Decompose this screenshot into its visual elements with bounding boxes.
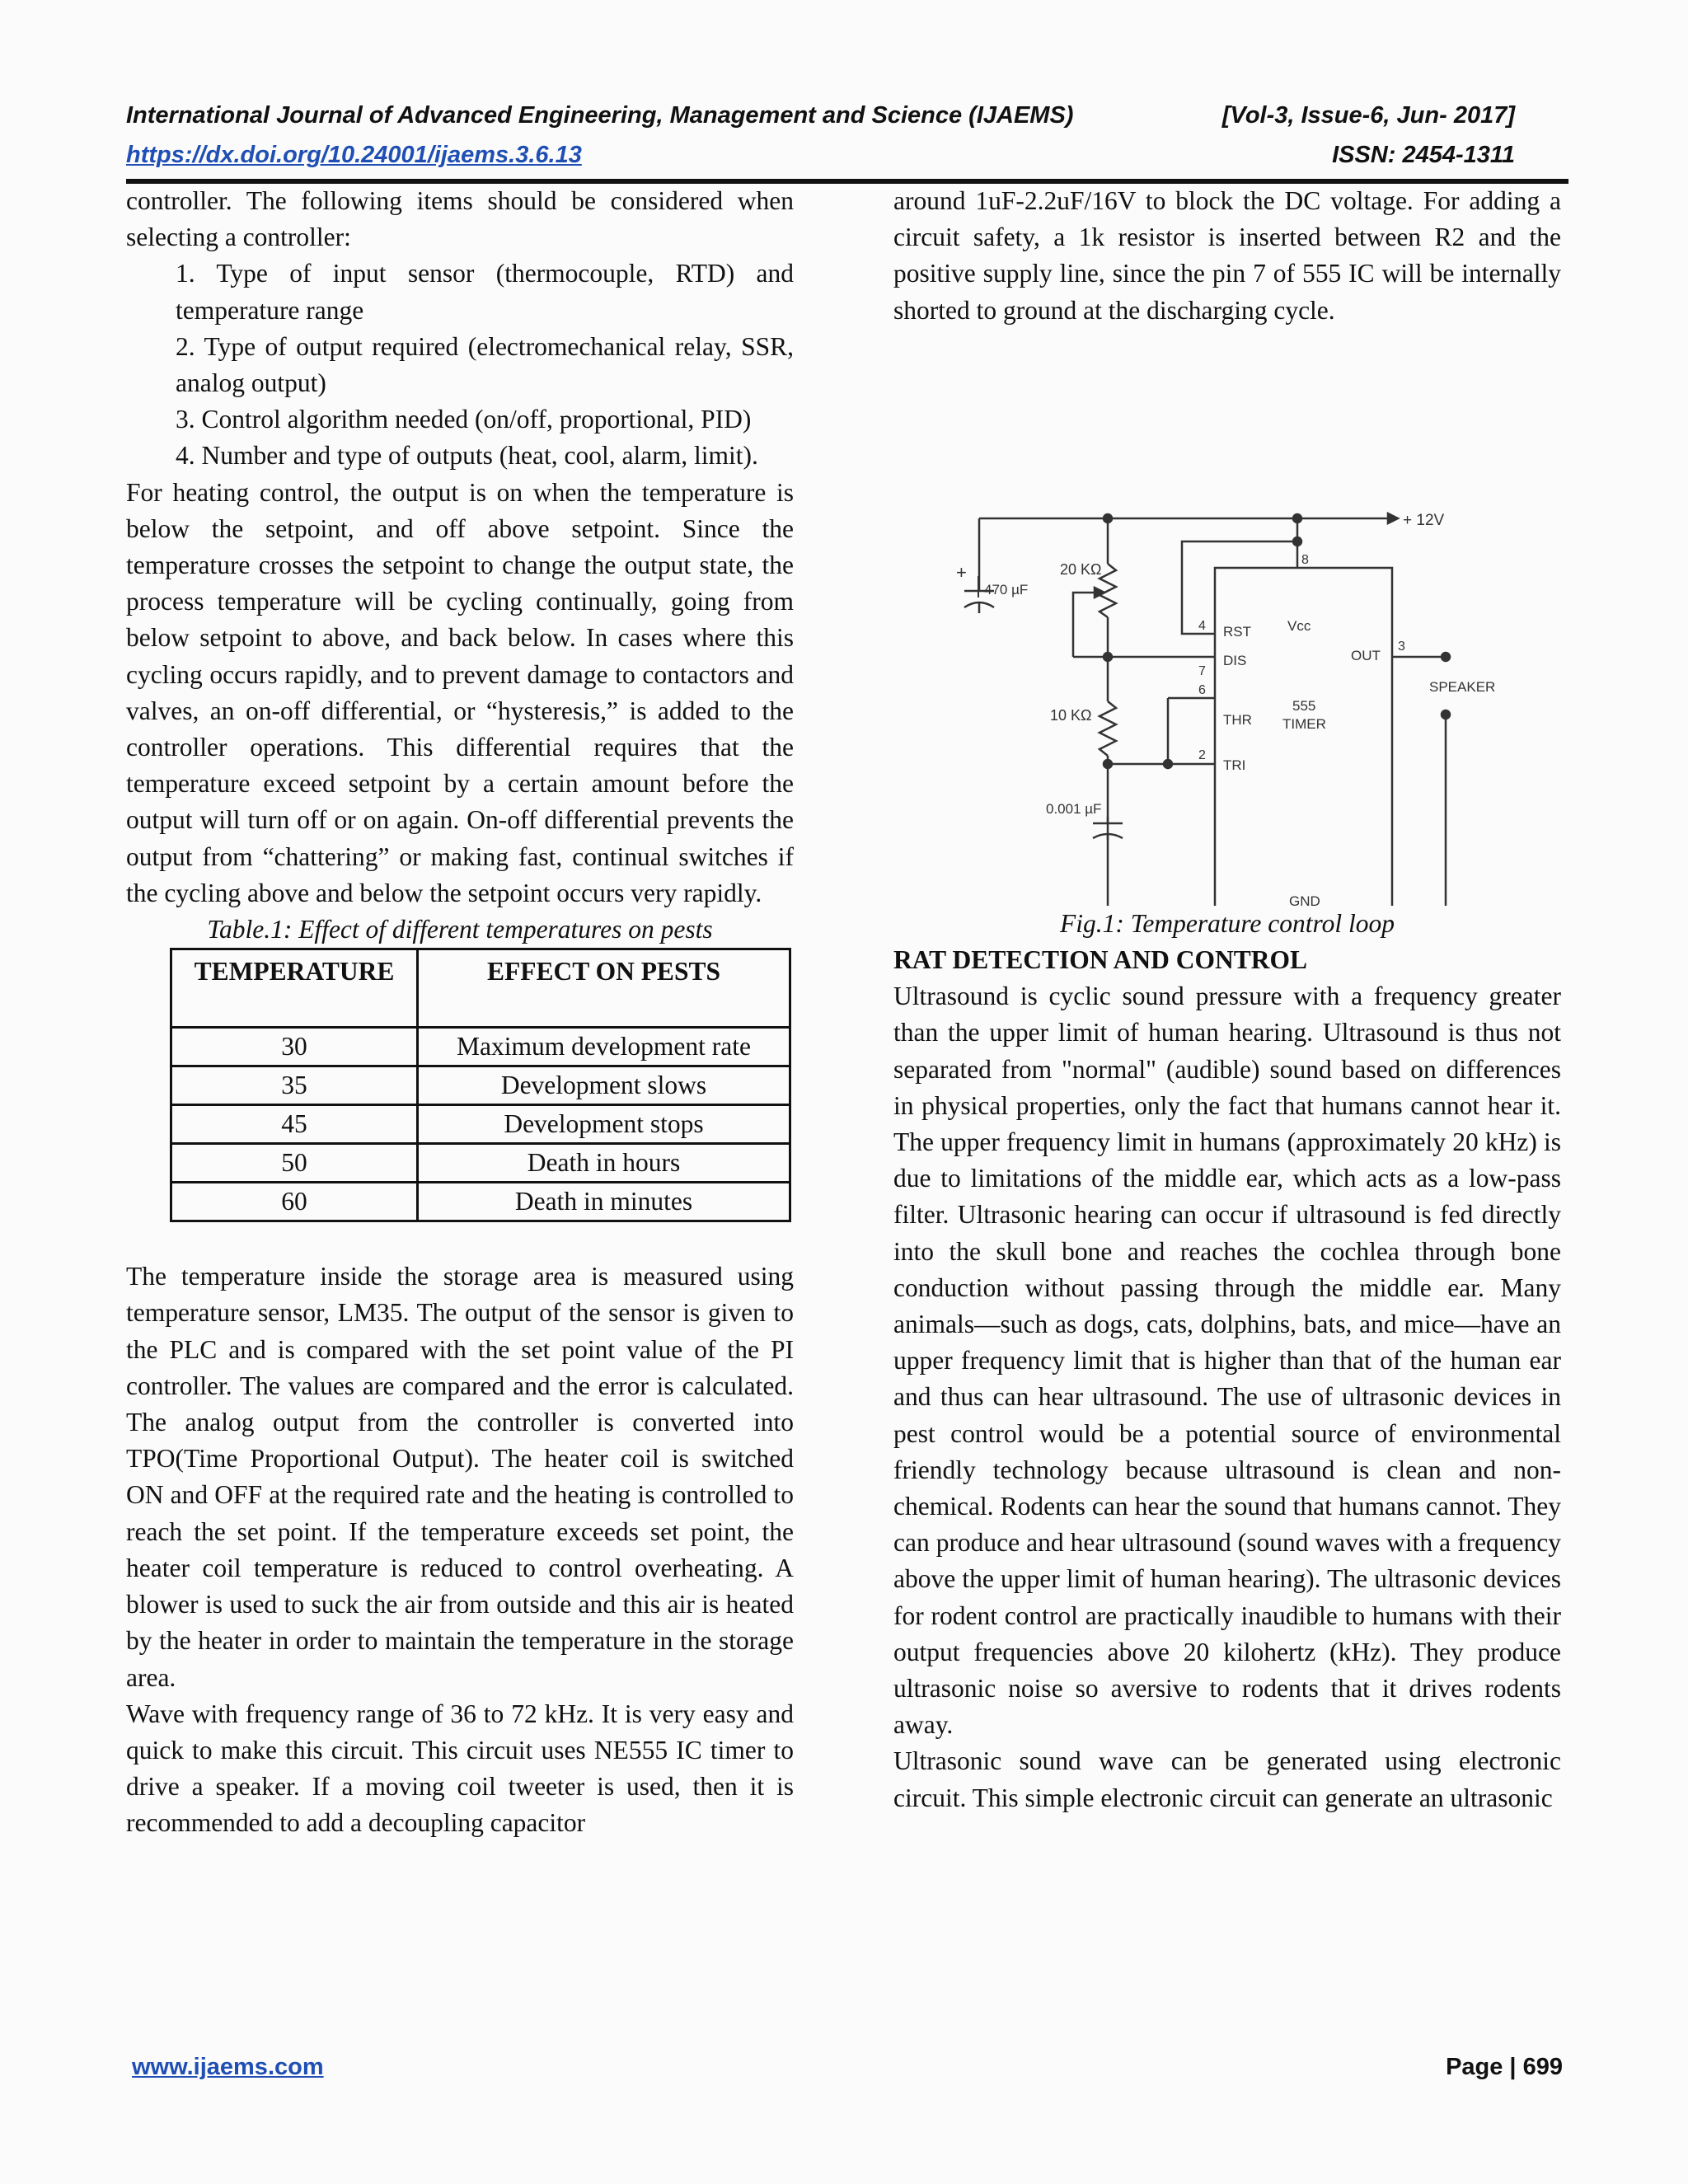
controller-criteria-list	[126, 255, 794, 474]
table-cell: Death in minutes	[418, 1183, 790, 1221]
ic-tri: TRI	[1223, 757, 1246, 773]
table-cell: Development slows	[418, 1066, 790, 1105]
supply-arrow-head	[1388, 513, 1398, 523]
table-cell: Death in hours	[418, 1144, 790, 1183]
list-item: 2. Type of output required (electromechanical relay, SSR, analog output)	[176, 331, 794, 398]
table-cell: Development stops	[418, 1105, 790, 1144]
list-item: 1. Type of input sensor (thermocouple, RTD) and temperature range	[176, 259, 794, 325]
issn: ISSN: 2454-1311	[1332, 142, 1515, 168]
table-caption: Table.1: Effect of different temperatures on pests	[207, 915, 713, 944]
footer-website-link[interactable]: www.ijaems.com	[132, 2054, 324, 2080]
circuit-diagram	[893, 329, 1561, 906]
sensor-paragraph: The temperature inside the storage area is measured using temperature sensor, LM35. The output of the sensor is given to the PLC and is compared with the set point value of the PI controller. The values are compared and the error is calculated. The analog output from the controller is converted into TPO(Time Proportional Output). The heater coil is switched ON and OFF at the required rate and the heating is controlled to reach the set point. If the temperature exceeds set point, the heater coil temperature is reduced to control overheating. A blower is used to suck the air from outside and this air is heated by the heater in order to maintain the temperature in the storage area.	[126, 1262, 794, 1692]
speaker-label: SPEAKER	[1429, 678, 1496, 695]
hysteresis-paragraph: For heating control, the output is on when the temperature is below the setpoint, and off above setpoint. Since the temperature crosses the setpoint to change the output state, the process temperature will be cycling continually, going from below setpoint to above, and back below. In cases where this cycling occurs rapidly, and to prevent damage to contactors and valves, an on-off differential, or “hysteresis,” is added to the controller operations. This differential requires that the temperature exceed setpoint by a certain amount before the output will turn off or on again. On-off differential prevents the output from “chattering” or making fast, continual switches if the cycling above and below the setpoint occurs very rapidly.	[126, 477, 794, 907]
ultrasound-paragraph: Ultrasound is cyclic sound pressure with a frequency greater than the upper limit of human hearing. Ultrasound is thus not separated from "normal" (audible) sound based on differences in physical properties, only the fact that humans cannot hear it. The upper frequency limit in humans (approximately 20 kHz) is due to limitations of the middle ear, which acts as a low-pass filter. Ultrasonic hearing can occur if ultrasound is fed directly into the skull bone and reaches the cochlea through bone conduction without passing through the middle ear. Many animals—such as dogs, cats, dolphins, bats, and mice—have an upper frequency limit that is higher than that of the human ear and thus can hear ultrasound. The use of ultrasonic devices in pest control would be a potential source of environmental friendly technology because ultrasound is clean and non-chemical. Rodents can hear the sound that humans cannot. They can produce and hear ultrasound (sound waves with a frequency above the upper limit of human hearing). The ultrasonic devices for rodent control are practically inaudible to humans with their output frequencies above 20 kilohertz (kHz). They produce ultrasonic noise so aversive to rodents that it drives rodents away.	[893, 982, 1561, 1740]
journal-title: International Journal of Advanced Engineering, Management and Science (IJAEMS)	[126, 102, 1074, 129]
r1-label: 20 KΩ	[1060, 560, 1102, 578]
table-row	[171, 1144, 790, 1183]
ic-rst: RST	[1223, 623, 1251, 640]
doi-link[interactable]: https://dx.doi.org/10.24001/ijaems.3.6.13	[126, 142, 582, 168]
ic-out: OUT	[1351, 647, 1381, 663]
left-column	[126, 183, 794, 1842]
ic-name-1: 555	[1292, 697, 1316, 714]
page-number: Page | 699	[1446, 2054, 1563, 2080]
section-heading: RAT DETECTION AND CONTROL	[893, 945, 1308, 975]
table-cell: 50	[171, 1144, 418, 1183]
generation-paragraph: Ultrasonic sound wave can be generated using electronic circuit. This simple electronic circuit can generate an ultrasonic	[893, 1746, 1561, 1812]
pin-number: 2	[1198, 748, 1206, 762]
circuit-figure	[893, 329, 1561, 906]
table-row	[171, 1105, 790, 1144]
plus-sign: +	[956, 561, 967, 583]
figure-caption: Fig.1: Temperature control loop	[1060, 908, 1395, 938]
junction-dot	[1293, 537, 1301, 546]
column-header: EFFECT ON PESTS	[418, 949, 790, 1028]
cap-big-label: 470 µF	[984, 581, 1029, 598]
table-cell: 45	[171, 1105, 418, 1144]
ic-thr: THR	[1223, 711, 1252, 728]
ic-name-2: TIMER	[1282, 715, 1326, 732]
ic-vcc: Vcc	[1287, 617, 1311, 634]
list-item: 3. Control algorithm needed (on/off, proportional, PID)	[176, 405, 752, 434]
table-header-row	[171, 949, 790, 1028]
ic-gnd: GND	[1289, 893, 1320, 906]
r2-label: 10 KΩ	[1050, 706, 1092, 724]
pot-wiper	[1073, 593, 1095, 626]
right-column	[893, 183, 1561, 1816]
table-cell: 30	[171, 1028, 418, 1066]
table-cell: Maximum development rate	[418, 1028, 790, 1066]
table-row	[171, 1028, 790, 1066]
table-cell: 60	[171, 1183, 418, 1221]
ic-dis: DIS	[1223, 652, 1247, 668]
table-row	[171, 1183, 790, 1221]
table-cell: 35	[171, 1066, 418, 1105]
pin-number: 6	[1198, 682, 1206, 697]
decoupling-paragraph: around 1uF-2.2uF/16V to block the DC voltage. For adding a circuit safety, a 1k resistor is inserted between R2 and the positive supply line, since the pin 7 of 555 IC will be internally shorted to ground at the discharging cycle.	[893, 186, 1561, 325]
column-header: TEMPERATURE	[171, 949, 418, 1028]
list-item: 4. Number and type of outputs (heat, cool, alarm, limit).	[176, 441, 758, 471]
volume-issue: [Vol-3, Issue-6, Jun- 2017]	[1221, 102, 1515, 129]
junction-dot	[1104, 760, 1112, 768]
pin-number: 3	[1398, 639, 1405, 654]
cap-small-label: 0.001 µF	[1046, 800, 1102, 817]
pin-number: 7	[1198, 663, 1206, 678]
pin-number: 4	[1198, 618, 1206, 633]
pin-number: 8	[1301, 552, 1309, 567]
intro-paragraph: controller. The following items should be considered when selecting a controller:	[126, 186, 794, 252]
supply-label: + 12V	[1403, 511, 1445, 529]
resistor-10k	[1100, 701, 1116, 756]
table-row	[171, 1066, 790, 1105]
speaker-terminal	[1442, 653, 1450, 661]
pests-table	[170, 948, 791, 1222]
wave-paragraph: Wave with frequency range of 36 to 72 kHz. It is very easy and quick to make this circuit. This circuit uses NE555 IC timer to drive a speaker. If a moving coil tweeter is used, then it is recommended to add a decoupling capacitor	[126, 1699, 794, 1838]
